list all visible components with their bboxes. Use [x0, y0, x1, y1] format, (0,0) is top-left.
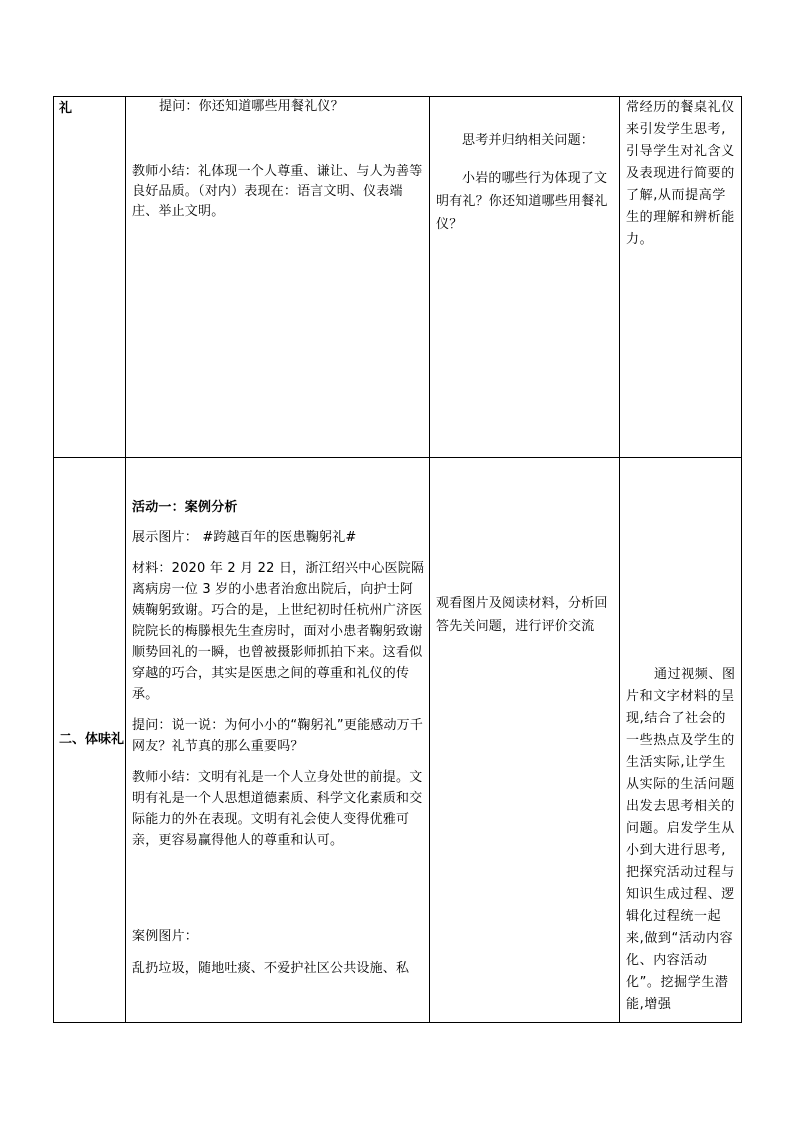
student-activity-cell — [430, 97, 620, 458]
activity-title: 活动一：案例分析 — [132, 500, 238, 515]
teacher-summary: 教师小结：礼体现一个人尊重、谦让、与人为善等良好品质。（对内）表现在：语言文明、仪表端庄、举止文明。 — [132, 164, 423, 219]
case-material: 材料：2020 年 2 月 22 日，浙江绍兴中心医院隔离病房一位 3 岁的小患者治愈出院后，向护士阿姨鞠躬致谢。巧合的是，上世纪初时任杭州广济医院院长的梅滕根先生查房时，面对小患者鞠躬致谢顺势回礼的一瞬，也曾被摄影师抓拍下来。这看似穿越的巧合，其实是医患之间的尊重和礼仪的传承。 — [132, 561, 425, 702]
stage-label: 二、体味礼 — [59, 732, 125, 747]
design-intent-cell — [620, 458, 742, 1023]
case-images-label: 案例图片： — [132, 929, 199, 944]
student-activity-cell — [430, 458, 620, 1023]
teacher-activity-cell — [126, 458, 430, 1023]
teacher-question: 提问：你还知道哪些用餐礼仪？ — [159, 99, 344, 114]
teacher-activity-cell — [126, 97, 430, 458]
show-image-line: 展示图片： #跨越百年的医患鞠躬礼# — [132, 530, 357, 545]
table-row — [54, 458, 742, 1023]
design-intent-text: 通过视频、图片和文字材料的呈现,结合了社会的一些热点及学生的生活实际,让学生从实际的生活问题出发去思考相关的问题。启发学生从小到大进行思考,把探究活动过程与知识生成过程、逻辑化过程统一起来,做到“活动内容化、内容活动化”。挖掘学生潜能,增强 — [626, 667, 736, 1012]
design-intent-cell — [620, 97, 742, 458]
case-text: 乱扔垃圾，随地吐痰、不爱护社区公共设施、私 — [132, 961, 410, 976]
student-task-title: 思考并归纳相关问题： — [462, 133, 595, 148]
stage-cell — [54, 97, 126, 458]
lesson-plan-table — [53, 96, 742, 1023]
teacher-question: 提问：说一说：为何小小的“鞠躬礼”更能感动万千网友？礼节真的那么重要吗？ — [132, 718, 424, 754]
stage-label: 礼 — [59, 101, 73, 116]
teacher-summary: 教师小结：文明有礼是一个人立身处世的前提。文明有礼是一个人思想道德素质、科学文化素质和交际能力的外在表现。文明有礼会使人变得优雅可亲，更容易赢得他人的尊重和认可。 — [132, 770, 423, 848]
student-task-question: 小岩的哪些行为体现了文明有礼？你还知道哪些用餐礼仪？ — [436, 171, 608, 232]
stage-cell — [54, 458, 126, 1023]
table-row — [54, 97, 742, 458]
student-task: 观看图片及阅读材料，分析回答先关问题，进行评价交流 — [436, 596, 608, 634]
design-intent-text: 常经历的餐桌礼仪来引发学生思考,引导学生对礼含义及表现进行简要的了解,从而提高学生的理解和辨析能力。 — [626, 100, 735, 247]
